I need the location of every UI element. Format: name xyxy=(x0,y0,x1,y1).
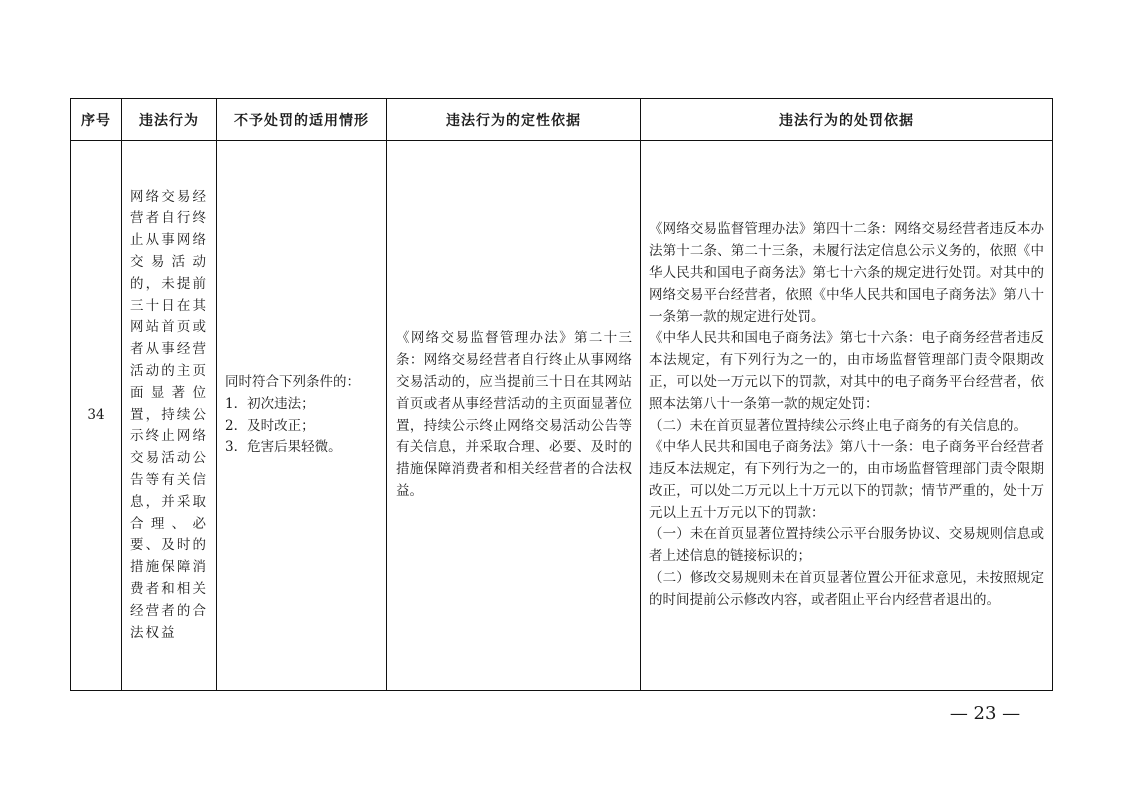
penalty-paragraph: （二）未在首页显著位置持续公示终止电子商务的有关信息的。 xyxy=(649,417,1027,434)
penalty-table xyxy=(70,98,1053,691)
penalty-paragraph: （一）未在首页显著位置持续公示平台服务协议、交易规则信息或者上述信息的链接标识的； xyxy=(649,526,1044,565)
row-penalty xyxy=(641,141,1053,691)
exempt-condition: 2．及时改正； xyxy=(225,417,315,434)
header-act: 违法行为 xyxy=(122,99,217,141)
penalty-paragraph: 《网络交易监督管理办法》第四十二条：网络交易经营者违反本办法第十二条、第二十三条，未履行法定信息公示义务的，依照《中华人民共和国电子商务法》第七十六条的规定进行处罚。对其中的网络交易平台经营者，依照《中华人民共和国电子商务法》第八十一条第一款的规定进行处罚。 xyxy=(649,221,1044,325)
exempt-lead: 同时符合下列条件的： xyxy=(225,373,360,390)
penalty-paragraph: 《中华人民共和国电子商务法》第七十六条：电子商务经营者违反本法规定，有下列行为之一的，由市场监督管理部门责令限期改正，可以处一万元以下的罚款，对其中的电子商务平台经营者，依照本法第八十一条第一款的规定处罚： xyxy=(649,330,1044,412)
header-exempt: 不予处罚的适用情形 xyxy=(217,99,387,141)
table-header-row xyxy=(71,99,1053,141)
exempt-condition: 3．危害后果轻微。 xyxy=(225,439,342,456)
row-number: 34 xyxy=(71,141,122,691)
table-row xyxy=(71,141,1053,691)
row-exempt xyxy=(217,141,387,691)
row-act: 网络交易经营者自行终止从事网络交易活动的，未提前三十日在其网站首页或者从事经营活动的主页面显著位置，持续公示终止网络交易活动公告等有关信息，并采取合理、必要、及时的措施保障消费者和相关经营者的合法权益 xyxy=(122,141,217,691)
exempt-condition: 1．初次违法； xyxy=(225,395,315,412)
header-number: 序号 xyxy=(71,99,122,141)
row-basis: 《网络交易监督管理办法》第二十三条：网络交易经营者自行终止从事网络交易活动的，应当提前三十日在其网站首页或者从事经营活动的主页面显著位置，持续公示终止网络交易活动公告等有关信息，并采取合理、必要、及时的措施保障消费者和相关经营者的合法权益。 xyxy=(387,141,641,691)
header-basis: 违法行为的定性依据 xyxy=(387,99,641,141)
penalty-paragraph: （二）修改交易规则未在首页显著位置公开征求意见，未按照规定的时间提前公示修改内容，或者阻止平台内经营者退出的。 xyxy=(649,570,1044,608)
penalty-paragraph: 《中华人民共和国电子商务法》第八十一条：电子商务平台经营者违反本法规定，有下列行为之一的，由市场监督管理部门责令限期改正，可以处二万元以上十万元以下的罚款；情节严重的，处十万元以上五十万元以下的罚款： xyxy=(649,439,1044,521)
page-number: — 23 — xyxy=(949,703,1021,724)
header-penalty: 违法行为的处罚依据 xyxy=(641,99,1053,141)
